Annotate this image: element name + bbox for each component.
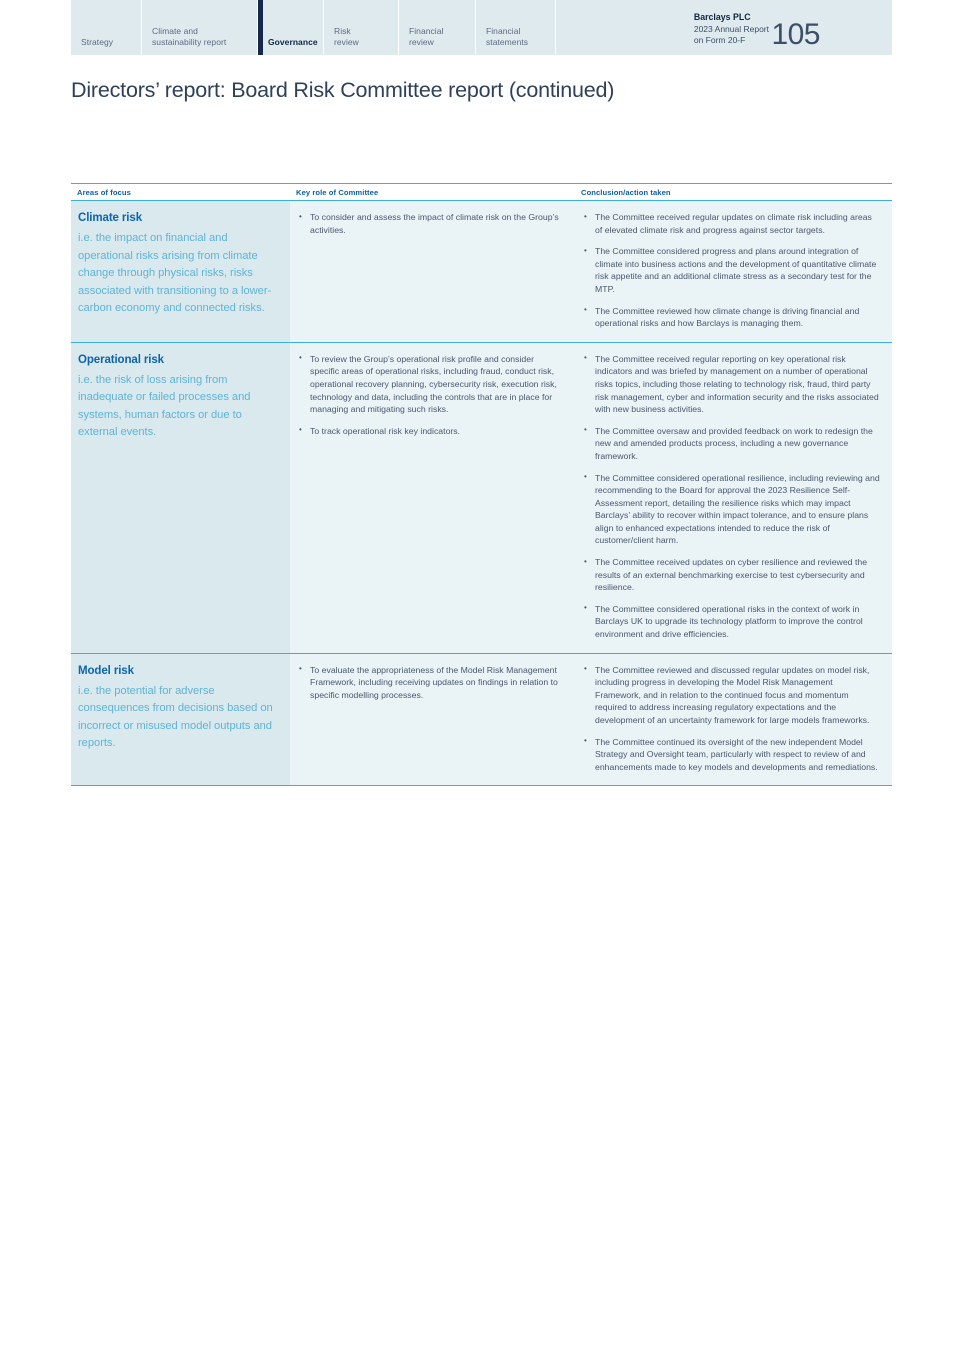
nav-tab-risk-label-line1: Risk — [334, 26, 351, 36]
key-role-list — [296, 211, 563, 236]
risk-title: Model risk — [78, 664, 134, 677]
conclusion-list — [581, 211, 880, 330]
risk-title: Climate risk — [78, 212, 142, 224]
nav-tab-risk-review[interactable] — [324, 0, 399, 55]
table-cell-key-role — [290, 654, 575, 786]
areas-of-focus-table — [71, 183, 892, 786]
column-header-conclusion-action-taken: Conclusion/action taken — [581, 187, 671, 197]
table-row — [71, 654, 892, 787]
nav-tab-financial-statements[interactable] — [476, 0, 556, 55]
nav-tab-climate-and-sustainability-report[interactable] — [142, 0, 258, 55]
table-cell-key-role — [290, 343, 575, 653]
conclusion-list — [581, 664, 880, 774]
nav-tab-climate-label — [152, 26, 226, 47]
table-cell-conclusion — [575, 201, 892, 342]
nav-tab-financial-review-label — [409, 26, 443, 47]
nav-tab-risk-label-line2: review — [334, 36, 359, 47]
table-row — [71, 343, 892, 654]
table-cell-conclusion — [575, 343, 892, 653]
list-item: • The Committee considered operational resilience, including reviewing and recommending to the Board for approval the 2023 Resilience Self-Assessment report, detailing the resilience risks which may impact Barclays’ ability to recover within impact tolerance, and to ensure plans align to enhanced expectations intended to reduce the risk of customer/client harm. — [581, 472, 880, 548]
risk-description: i.e. the impact on financial and operational risks arising from climate change through physical risks, risks associated with transitioning to a lower-carbon economy and connected risks. — [78, 232, 272, 314]
list-item: • The Committee received updates on cyber resilience and reviewed the results of an external benchmarking exercise to test cybersecurity and resilience. — [581, 556, 880, 594]
table-cell-areas-of-focus — [71, 343, 290, 653]
report-title-line2: on Form 20-F — [693, 35, 746, 45]
risk-description: i.e. the potential for adverse consequences from decisions based on incorrect or misused model outputs and reports. — [78, 684, 273, 750]
nav-tab-financial-review[interactable] — [399, 0, 476, 55]
list-item: • The Committee oversaw and provided feedback on work to redesign the new and amended products process, including a new governance framework. — [581, 425, 880, 463]
list-item: • The Committee reviewed how climate change is driving financial and operational risks and how Barclays is managing them. — [581, 305, 880, 330]
nav-tab-climate-label-line2: sustainability report — [152, 36, 227, 47]
brand-name: Barclays PLC — [693, 12, 751, 22]
nav-tab-climate-label-line1: Climate and — [152, 26, 198, 36]
table-row — [71, 201, 892, 343]
nav-tab-governance[interactable] — [258, 0, 324, 55]
list-item: • To evaluate the appropriateness of the Model Risk Management Framework, including receiving updates on findings in relation to specific modelling processes. — [296, 664, 563, 702]
nav-tab-financial-statements-label-line2: statements — [486, 36, 529, 47]
list-item: • The Committee reviewed and discussed regular updates on model risk, including progress in developing the Model Risk Management Framework, and in relation to the continued focus and momentum required to address increasing regulatory expectations and the development of an uncertainty framework for large models frameworks. — [581, 664, 880, 727]
list-item: • The Committee received regular reporting on key operational risk indicators and was briefed by management on a number of operational risks topics, including those relating to technology risk, fraud, third party risk management, cyber and information security and the risks associated with new business activities. — [581, 353, 880, 416]
list-item: • To track operational risk key indicators. — [296, 425, 563, 438]
list-item: • To consider and assess the impact of climate risk on the Group’s activities. — [296, 211, 563, 236]
list-item: • The Committee received regular updates on climate risk including areas of elevated climate risk and progress against sector targets. — [581, 211, 880, 236]
column-header-areas-of-focus: Areas of focus — [77, 187, 131, 197]
list-item: • The Committee continued its oversight of the new independent Model Strategy and Oversight team, particularly with respect to review of and enhancements made to key models and developments and remediations. — [581, 736, 880, 774]
conclusion-list — [581, 353, 880, 641]
nav-tab-financial-review-label-line1: Financial — [409, 26, 444, 36]
column-header-key-role-of-committee: Key role of Committee — [296, 187, 379, 197]
list-item: • The Committee considered operational risks in the context of work in Barclays UK to upgrade its technology platform to improve the control environment and drive efficiencies. — [581, 603, 880, 641]
table-cell-areas-of-focus — [71, 201, 290, 342]
report-identification — [694, 12, 769, 46]
nav-tab-strategy[interactable] — [71, 0, 142, 55]
section-navigation-strip — [71, 0, 892, 55]
table-header-row — [71, 183, 892, 201]
nav-tab-financial-statements-label — [486, 26, 528, 47]
table-cell-conclusion — [575, 654, 892, 786]
risk-description: i.e. the risk of loss arising from inadequate or failed processes and systems, human factors or due to external events. — [78, 373, 251, 439]
table-cell-key-role — [290, 201, 575, 342]
list-item: • To review the Group’s operational risk profile and consider specific areas of operational risks, including fraud, conduct risk, operational recovery planning, cybersecurity risk, execution risk, technology and data, including the controls that are in place for managing and mitigating such risks. — [296, 353, 563, 416]
key-role-list — [296, 664, 563, 702]
nav-tab-financial-statements-label-line1: Financial — [486, 26, 521, 36]
nav-tab-governance-label: Governance — [268, 36, 318, 47]
page-number: 105 — [771, 18, 820, 51]
nav-tab-financial-review-label-line2: review — [409, 36, 434, 47]
table-cell-areas-of-focus — [71, 654, 290, 786]
key-role-list — [296, 353, 563, 438]
nav-tab-risk-label — [334, 26, 359, 47]
nav-tab-strategy-label: Strategy — [81, 36, 114, 47]
report-title-line1: 2023 Annual Report — [693, 24, 769, 34]
list-item: • The Committee considered progress and plans around integration of climate into business actions and the development of quantitative climate risk appetite and an additional climate stress as a secondary test for the MTP. — [581, 245, 880, 295]
risk-title: Operational risk — [78, 353, 164, 366]
page-title: Directors’ report: Board Risk Committee report (continued) — [71, 78, 615, 103]
